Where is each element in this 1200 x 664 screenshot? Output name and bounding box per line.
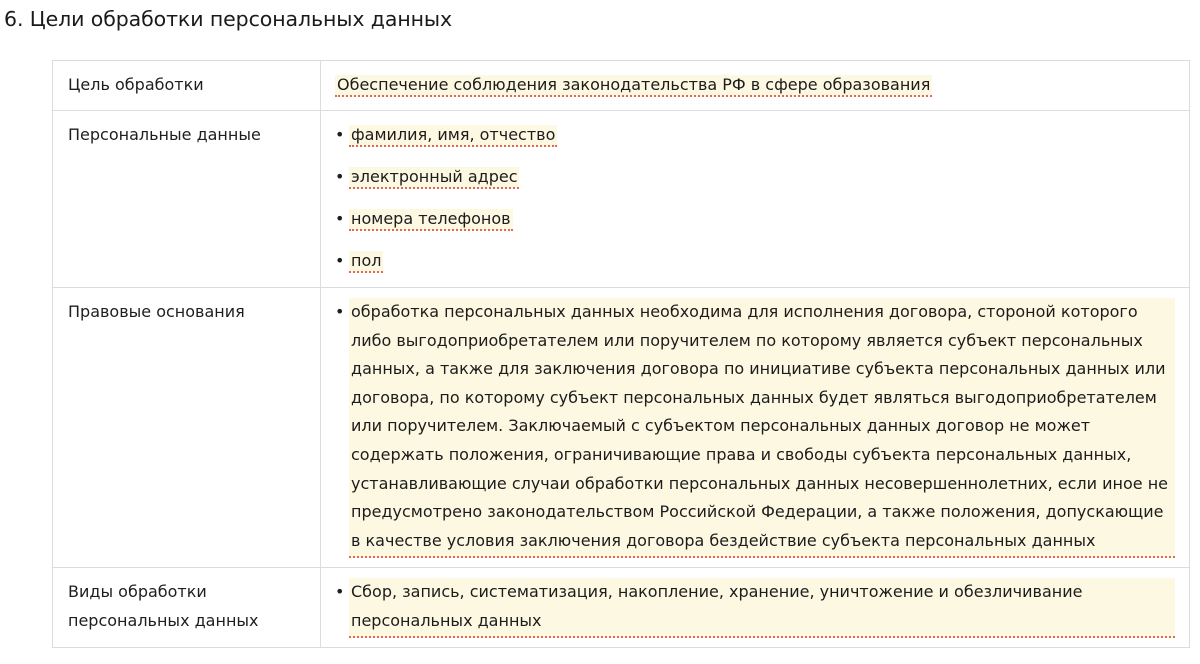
- row-label-purpose: Цель обработки: [53, 61, 321, 111]
- list-item-text: фамилия, имя, отчество: [349, 125, 557, 147]
- row-value-personal-data: [321, 111, 1190, 288]
- purpose-value-text: Обеспечение соблюдения законодательства РФ в сфере образования: [335, 75, 932, 97]
- list-item: [335, 578, 1175, 638]
- legal-basis-list: [335, 298, 1175, 558]
- table-row: [53, 288, 1190, 568]
- row-label-legal-basis: Правовые основания: [53, 288, 321, 568]
- page-title: 6. Цели обработки персональных данных: [4, 7, 453, 31]
- list-item-text: • обработка персональных данных необходима для исполнения договора, стороной которого либо выгодоприобретателем или поручителем по которому является субъект персональных данных, а также для заключения договора по инициативе субъекта персональных данных или договора, по которому субъект персональных данных будет являться выгодоприобретателем или поручителем. Заключаемый с субъектом персональных данных договор не может содержать положения, ограничивающие права и свободы субъекта персональных данных, устанавливающие случаи обработки персональных данных несовершеннолетних, если иное не предусмотрено законодательством Российской Федерации, а также положения, допускающие в качестве условия заключения договора бездействие субъекта персональных данных: [349, 298, 1175, 558]
- list-item: [335, 163, 1175, 205]
- list-item-text: • Сбор, запись, систематизация, накопление, хранение, уничтожение и обезличивание персональных данных: [349, 578, 1175, 638]
- table-row: [53, 568, 1190, 648]
- list-item: [335, 247, 1175, 277]
- personal-data-list: [335, 121, 1175, 277]
- list-item-text: пол: [349, 251, 383, 273]
- row-value-processing-types: [321, 568, 1190, 648]
- row-label-personal-data: Персональные данные: [53, 111, 321, 288]
- row-value-purpose: [321, 61, 1190, 111]
- list-item-text: электронный адрес: [349, 167, 519, 189]
- row-value-legal-basis: [321, 288, 1190, 568]
- list-item: [335, 205, 1175, 247]
- list-item: [335, 121, 1175, 163]
- list-item-text: номера телефонов: [349, 209, 513, 231]
- list-item: [335, 298, 1175, 558]
- processing-types-list: [335, 578, 1175, 638]
- row-label-processing-types: Виды обработки персональных данных: [53, 568, 321, 648]
- purposes-table: [52, 60, 1190, 648]
- table-row: [53, 111, 1190, 288]
- table-row: [53, 61, 1190, 111]
